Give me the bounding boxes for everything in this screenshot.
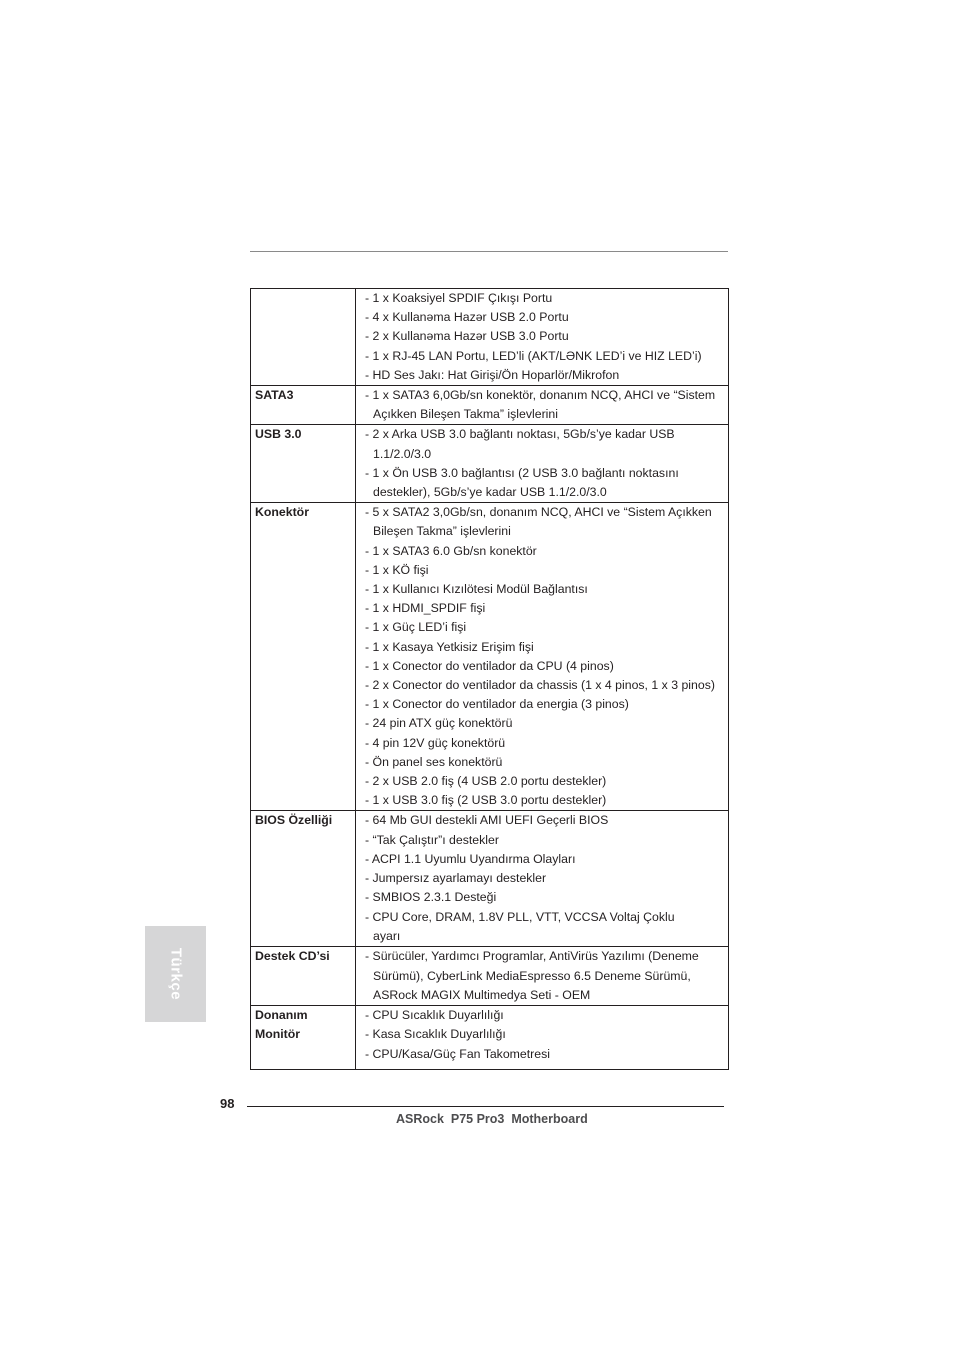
spec-item-line: - Jumpersız ayarlamayı destekler	[365, 871, 547, 886]
footer-title: ASRock P75 Pro3 Motherboard	[396, 1112, 588, 1126]
spec-item	[365, 618, 728, 637]
spec-label-cell	[251, 386, 356, 425]
spec-item-line: - 5 x SATA2 3,0Gb/sn, donanım NCQ, AHCI ve “Sistem Açıkken	[365, 505, 712, 520]
spec-item	[365, 734, 728, 753]
spec-row	[251, 386, 729, 425]
spec-label: Monitör	[255, 1027, 301, 1042]
spec-item-line: Açıkken Bileşen Takma” işlevlerini	[373, 407, 558, 422]
spec-item-line: - Kasa Sıcaklık Duyarlılığı	[365, 1027, 506, 1042]
spec-item	[365, 1025, 728, 1044]
footer-rule	[247, 1106, 724, 1107]
spec-item	[365, 695, 728, 714]
spec-items-cell	[356, 386, 729, 425]
spec-label: USB 3.0	[255, 427, 302, 442]
spec-item-line: - 4 pin 12V güç konektörü	[365, 735, 506, 750]
spec-item-line: - 1 x HDMI_SPDIF fişi	[365, 601, 486, 616]
spec-label: Destek CD’si	[255, 949, 330, 964]
spec-item	[365, 425, 728, 463]
spec-item-line: - SMBIOS 2.3.1 Desteği	[365, 890, 497, 905]
spec-table	[250, 288, 729, 1070]
spec-item-line: - 1 x Kullanıcı Kızılötesi Modül Bağlantısı	[365, 582, 588, 597]
spec-item	[365, 638, 728, 657]
language-tab	[145, 926, 206, 1022]
spec-item-line: - Ön panel ses konektörü	[365, 754, 503, 769]
spec-item	[365, 831, 728, 850]
spec-item-line: - CPU Core, DRAM, 1.8V PLL, VTT, VCCSA Voltaj Çoklu	[365, 909, 675, 924]
spec-item-line: - 24 pin ATX güç konektörü	[365, 716, 513, 731]
spec-row	[251, 811, 729, 947]
spec-item	[365, 289, 728, 308]
spec-label-cell	[251, 947, 356, 1006]
spec-item-line: - 1 x Güç LED’i fişi	[365, 620, 467, 635]
spec-item	[365, 561, 728, 580]
spec-item	[365, 503, 728, 541]
spec-label-cell	[251, 1006, 356, 1070]
spec-item	[365, 714, 728, 733]
spec-item-line: - 1 x Conector do ventilador da energia (3 pinos)	[365, 697, 629, 712]
spec-item-line: 1.1/2.0/3.0	[373, 446, 432, 461]
spec-item-line: - 2 x Kullanəma Hazər USB 3.0 Portu	[365, 329, 569, 344]
spec-item-line: Sürümü), CyberLink MediaEspresso 6.5 Deneme Sürümü,	[373, 968, 691, 983]
spec-item	[365, 347, 728, 366]
spec-items-cell	[356, 947, 729, 1006]
spec-row	[251, 1006, 729, 1070]
spec-item	[365, 869, 728, 888]
spec-item	[365, 308, 728, 327]
spec-item-line: - 2 x USB 2.0 fiş (4 USB 2.0 portu destekler)	[365, 774, 607, 789]
spec-item	[365, 811, 728, 830]
page-number: 98	[220, 1096, 235, 1111]
spec-item	[365, 580, 728, 599]
spec-item-line: ayarı	[373, 928, 401, 943]
spec-item-line: - Sürücüler, Yardımcı Programlar, AntiVirüs Yazılımı (Deneme	[365, 949, 699, 964]
spec-item	[365, 908, 728, 946]
spec-item	[365, 1045, 728, 1064]
spec-item	[365, 791, 728, 810]
spec-item	[365, 464, 728, 502]
spec-label-cell	[251, 425, 356, 503]
language-tab-label: Türkçe	[167, 947, 184, 1001]
spec-item-line: - 64 Mb GUI destekli AMI UEFI Geçerli BIOS	[365, 813, 609, 828]
spec-item-line: - 4 x Kullanəma Hazər USB 2.0 Portu	[365, 310, 569, 325]
spec-item	[365, 366, 728, 385]
spec-item	[365, 327, 728, 346]
spec-item-line: - ACPI 1.1 Uyumlu Uyandırma Olayları	[365, 851, 576, 866]
top-rule	[250, 251, 728, 252]
spec-item	[365, 772, 728, 791]
spec-label-cell	[251, 811, 356, 947]
spec-row	[251, 425, 729, 503]
spec-item-line: - 1 x RJ-45 LAN Portu, LED’li (AKT/LƏNK LED’i ve HIZ LED’i)	[365, 348, 702, 363]
spec-label-cell	[251, 503, 356, 811]
spec-items-cell	[356, 503, 729, 811]
spec-label: SATA3	[255, 388, 294, 403]
spec-item-line: - 1 x USB 3.0 fiş (2 USB 3.0 portu destekler)	[365, 793, 607, 808]
spec-row	[251, 289, 729, 386]
spec-item-line: - “Tak Çalıştır”ı destekler	[365, 832, 499, 847]
spec-table-body	[251, 289, 729, 1070]
spec-item	[365, 753, 728, 772]
spec-item-line: - HD Ses Jakı: Hat Girişi/Ön Hoparlör/Mikrofon	[365, 367, 620, 382]
spec-item-line: ASRock MAGIX Multimedya Seti - OEM	[373, 987, 591, 1002]
spec-items-cell	[356, 1006, 729, 1070]
spec-item-line: - 2 x Conector do ventilador da chassis (1 x 4 pinos, 1 x 3 pinos)	[365, 678, 715, 693]
spec-items-cell	[356, 425, 729, 503]
spec-item	[365, 542, 728, 561]
spec-items-cell	[356, 289, 729, 386]
spec-row	[251, 947, 729, 1006]
spec-item-line: Bileşen Takma” işlevlerini	[373, 524, 511, 539]
spec-label: BIOS Özelliği	[255, 813, 333, 828]
spec-item-line: - 1 x Koaksiyel SPDIF Çıkışı Portu	[365, 291, 553, 305]
spec-item-line: - 1 x SATA3 6.0 Gb/sn konektör	[365, 543, 537, 558]
spec-item	[365, 850, 728, 869]
spec-item	[365, 657, 728, 676]
spec-item-line: destekler), 5Gb/s’ye kadar USB 1.1/2.0/3.0	[373, 485, 607, 500]
spec-item-line: - 1 x SATA3 6,0Gb/sn konektör, donanım NCQ, AHCI ve “Sistem	[365, 388, 716, 403]
spec-item-line: - 2 x Arka USB 3.0 bağlantı noktası, 5Gb/s’ye kadar USB	[365, 427, 675, 442]
spec-item-line: - CPU/Kasa/Güç Fan Takometresi	[365, 1046, 550, 1061]
spec-item	[365, 676, 728, 695]
spec-row	[251, 503, 729, 811]
spec-item	[365, 1006, 728, 1025]
spec-label: Konektör	[255, 505, 309, 520]
spec-item	[365, 599, 728, 618]
spec-item	[365, 386, 728, 424]
spec-label-cell	[251, 289, 356, 386]
spec-item	[365, 888, 728, 907]
spec-item	[365, 947, 728, 1005]
spec-items-cell	[356, 811, 729, 947]
spec-item-line: - 1 x Kasaya Yetkisiz Erişim fişi	[365, 639, 534, 654]
spec-item-line: - CPU Sıcaklık Duyarlılığı	[365, 1008, 504, 1023]
spec-item-line: - 1 x KÖ fişi	[365, 562, 429, 577]
spec-item-line: - 1 x Conector do ventilador da CPU (4 pinos)	[365, 658, 614, 673]
spec-item-line: - 1 x Ön USB 3.0 bağlantısı (2 USB 3.0 bağlantı noktasını	[365, 465, 679, 480]
spec-label: Donanım	[255, 1008, 308, 1023]
